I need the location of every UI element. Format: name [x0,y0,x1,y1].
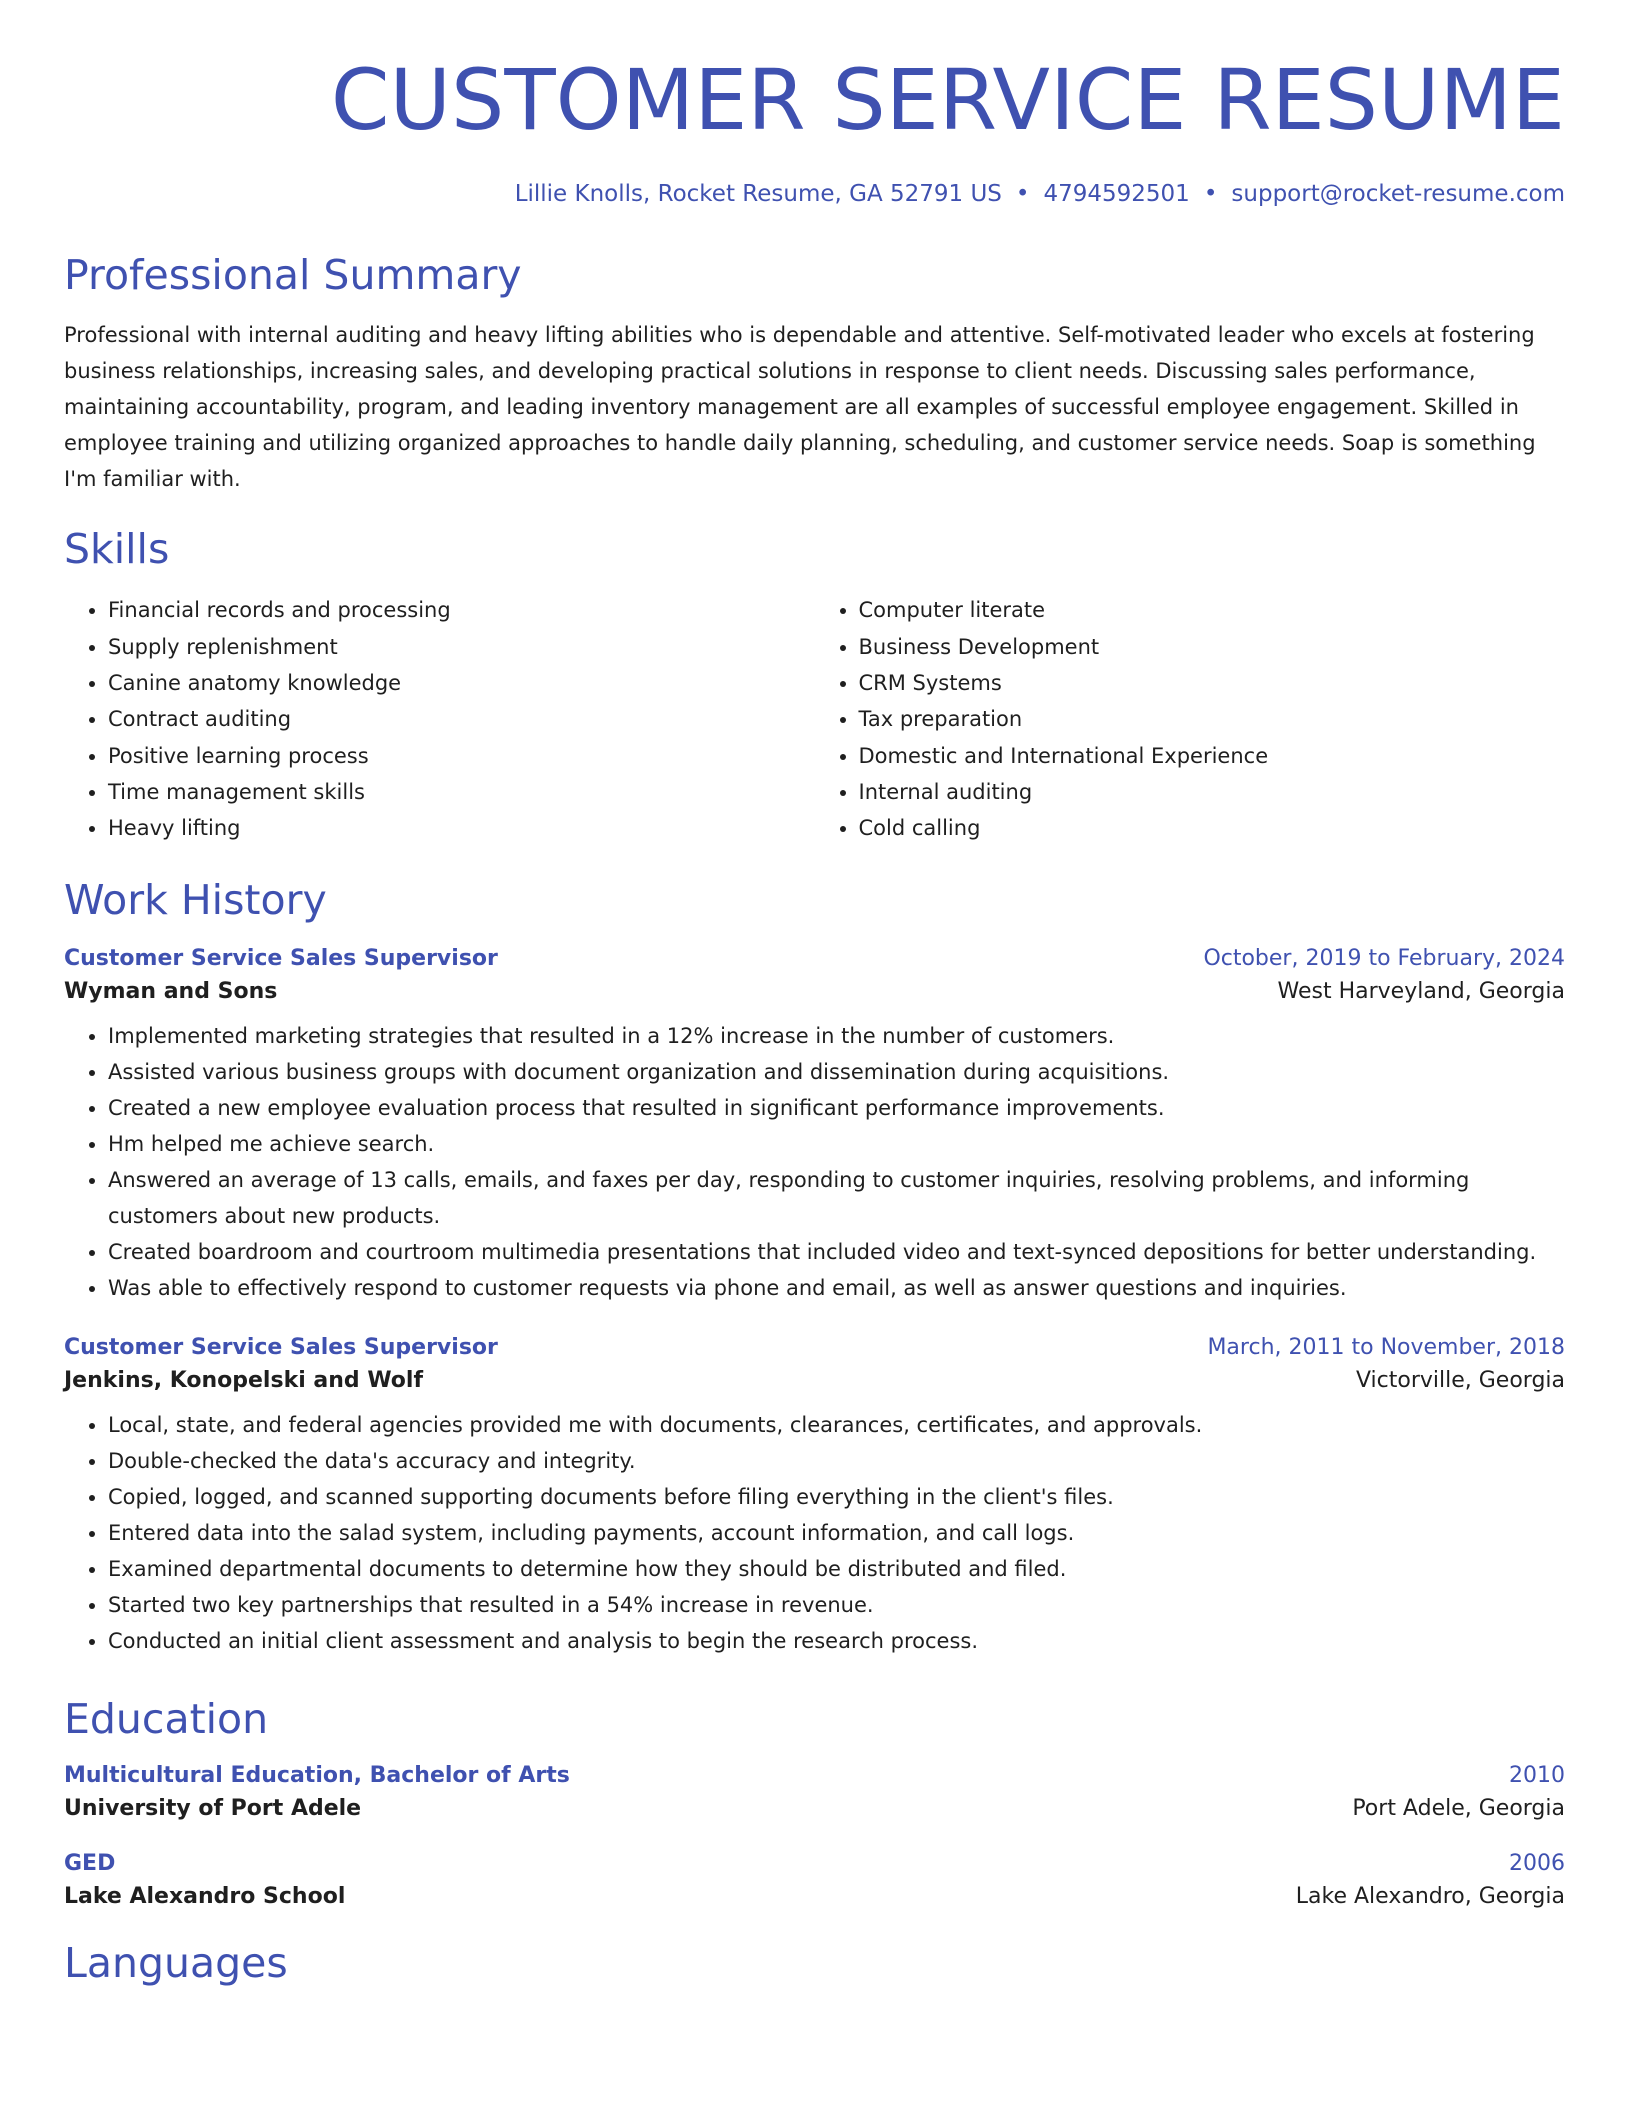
education-entry [64,1763,1565,1821]
job-dates: March, 2011 to November, 2018 [1207,1334,1565,1360]
job-bullet: • Hm helped me achieve search. [108,1126,1565,1162]
job-subheader [64,1360,1565,1393]
education-entry [64,1851,1565,1909]
job-bullet: • Answered an average of 13 calls, emails, and faxes per day, responding to customer inquiries, resolving problems, and informing customers about new products. [108,1162,1565,1234]
section-heading-languages: Languages [64,1938,288,1987]
skill-item: • Heavy lifting [108,810,815,846]
education-subheader [64,1788,1565,1821]
job-header [64,946,1565,971]
skill-item: • Contract auditing [108,701,815,737]
job-bullet: • Created boardroom and courtroom multimedia presentations that included video and text-synced depositions for better understanding. [108,1234,1565,1270]
skills-column-right [815,592,1566,846]
job-dates: October, 2019 to February, 2024 [1203,945,1565,971]
job-entry [64,1335,1565,1659]
job-title: Customer Service Sales Supervisor [64,1334,498,1360]
job-bullet: • Assisted various business groups with document organization and dissemination during acquisitions. [108,1054,1565,1090]
job-subheader [64,971,1565,1004]
skill-item: • Canine anatomy knowledge [108,665,815,701]
job-location: West Harveyland, Georgia [1277,978,1565,1004]
skill-item: • Business Development [859,629,1566,665]
section-heading-education: Education [64,1694,269,1743]
section-heading-skills: Skills [64,525,170,574]
education-location: Port Adele, Georgia [1352,1795,1565,1821]
education-header [64,1851,1565,1876]
job-bullet: • Created a new employee evaluation process that resulted in significant performance improvements. [108,1090,1565,1126]
education-school: University of Port Adele [64,1795,362,1821]
education-location: Lake Alexandro, Georgia [1295,1883,1565,1909]
education-degree: Multicultural Education, Bachelor of Arts [64,1762,570,1788]
skill-item: • Cold calling [859,810,1566,846]
job-bullet: • Examined departmental documents to determine how they should be distributed and filed. [108,1551,1565,1587]
job-bullets [64,1018,1565,1306]
education-school: Lake Alexandro School [64,1883,346,1909]
resume-title: CUSTOMER SERVICE RESUME [330,51,1565,149]
job-bullet: • Double-checked the data's accuracy and integrity. [108,1443,1565,1479]
skill-item: • Time management skills [108,774,815,810]
job-header [64,1335,1565,1360]
job-bullet: • Conducted an initial client assessment and analysis to begin the research process. [108,1623,1565,1659]
job-location: Victorville, Georgia [1355,1367,1565,1393]
contact-separator: • [1015,181,1030,207]
summary-text: Professional with internal auditing and heavy lifting abilities who is dependable and attentive. Self-motivated leader who excels at fostering business relationships, increasing sales, and developing practical solutions in response to client needs. Discussing sales performance, maintaining accountability, program, and leading inventory management are all examples of successful employee engagement. Skilled in employee training and utilizing organized approaches to handle daily planning, scheduling, and customer service needs. Soap is something I'm familiar with. [64,323,1536,492]
education-year: 2006 [1509,1850,1565,1876]
contact-separator: • [1203,181,1218,207]
job-bullet: • Copied, logged, and scanned supporting documents before filing everything in the client's files. [108,1479,1565,1515]
contact-address: Lillie Knolls, Rocket Resume, GA 52791 US [514,181,1002,207]
job-bullet: • Implemented marketing strategies that resulted in a 12% increase in the number of customers. [108,1018,1565,1054]
skill-item: • Supply replenishment [108,629,815,665]
education-degree: GED [64,1850,116,1876]
skill-item: • CRM Systems [859,665,1566,701]
skill-item: • Computer literate [859,592,1566,628]
education-subheader [64,1876,1565,1909]
education-year: 2010 [1509,1762,1565,1788]
skill-item: • Tax preparation [859,701,1566,737]
skill-item: • Positive learning process [108,738,815,774]
contact-line [64,181,1565,207]
skills-column-left [64,592,815,846]
section-heading-work-history: Work History [64,876,327,925]
skill-item: • Internal auditing [859,774,1566,810]
section-heading-summary: Professional Summary [64,251,522,299]
skills-list [64,592,1565,846]
job-bullet: • Started two key partnerships that resulted in a 54% increase in revenue. [108,1587,1565,1623]
job-bullets [64,1407,1565,1659]
education-header [64,1763,1565,1788]
skill-item: • Financial records and processing [108,592,815,628]
job-title: Customer Service Sales Supervisor [64,945,498,971]
job-bullet: • Was able to effectively respond to customer requests via phone and email, as well as answer questions and inquiries. [108,1270,1565,1306]
skill-item: • Domestic and International Experience [859,738,1566,774]
contact-phone[interactable]: 4794592501 [1043,181,1190,207]
job-company: Jenkins, Konopelski and Wolf [64,1367,424,1393]
contact-email[interactable]: support@rocket-resume.com [1231,181,1565,207]
job-entry [64,946,1565,1306]
job-company: Wyman and Sons [64,978,278,1004]
job-bullet: • Local, state, and federal agencies provided me with documents, clearances, certificates, and approvals. [108,1407,1565,1443]
job-bullet: • Entered data into the salad system, including payments, account information, and call logs. [108,1515,1565,1551]
